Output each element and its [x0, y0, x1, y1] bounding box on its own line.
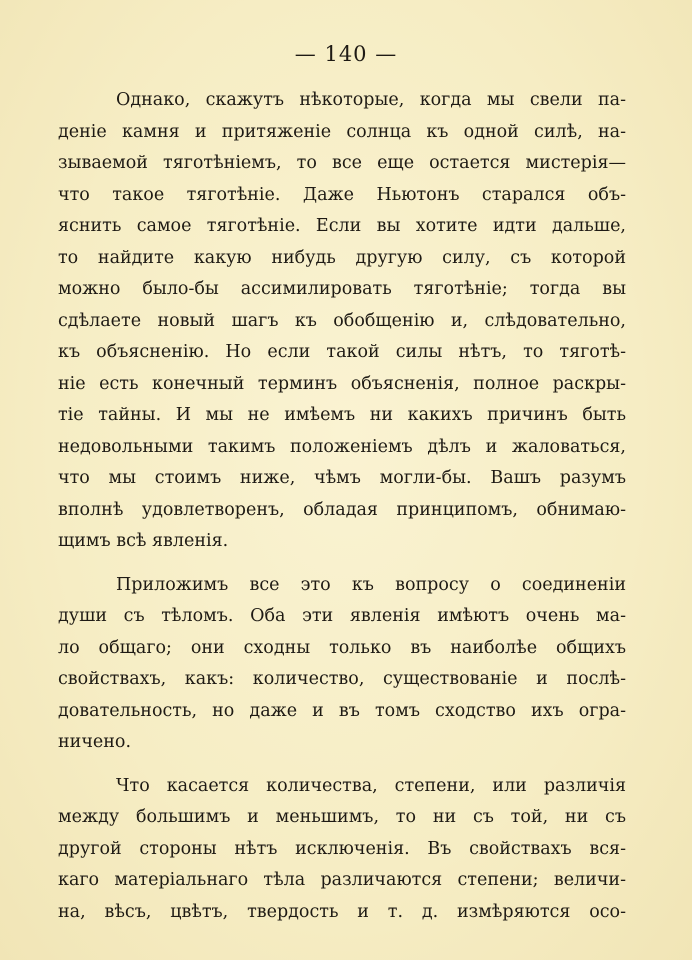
text-line: каго матеріальнаго тѣла различаются степени; величи-: [58, 870, 626, 890]
text-line: что такое тяготѣніе. Даже Ньютонъ старался объ-: [58, 184, 626, 205]
paragraph-gap: [58, 759, 626, 771]
text-line: то найдите какую нибудь другую силу, съ которой: [58, 247, 626, 268]
text-line: къ объясненію. Но если такой силы нѣтъ, то тяготѣ-: [58, 342, 626, 362]
text-line: довательность, но даже и въ томъ сходство ихъ огра-: [58, 700, 626, 721]
text-line: тіе тайны. И мы не имѣемъ ни какихъ причинъ быть: [58, 405, 626, 425]
text-line: души съ тѣломъ. Оба эти явленія имѣютъ очень ма-: [58, 606, 626, 626]
page-number: — 140 —: [294, 42, 398, 66]
text-line: свойствахъ, какъ: количество, существованіе и послѣ-: [58, 669, 626, 689]
text-line: можно было-бы ассимилировать тяготѣніе; тогда вы: [58, 279, 626, 299]
text-line: яснить самое тяготѣніе. Если вы хотите идти дальше,: [58, 216, 626, 236]
text-line: ничено.: [58, 732, 132, 752]
body-text: [58, 85, 626, 928]
text-line: зываемой тяготѣніемъ, то все еще остается мистерія—: [58, 153, 626, 173]
text-line: Что касается количества, степени, или различія: [116, 775, 626, 796]
paragraph-3: [58, 771, 626, 929]
text-line: сдѣлаете новый шагъ къ обобщенію и, слѣдовательно,: [58, 310, 626, 331]
text-line: ло общаго; они сходны только въ наиболѣе общихъ: [58, 637, 626, 658]
text-line: между большимъ и меньшимъ, то ни съ той, ни съ: [58, 807, 626, 827]
text-line: деніе камня и притяженіе солнца къ одной силѣ, на-: [58, 121, 626, 142]
paragraph-1: [58, 85, 626, 558]
text-line: ніе есть конечный терминъ объясненія, полное раскры-: [58, 373, 626, 394]
paragraph-2: [58, 570, 626, 759]
text-line: Приложимъ все это къ вопросу о соединеніи: [116, 574, 626, 595]
text-line: щимъ всѣ явленія.: [58, 531, 229, 551]
text-line: вполнѣ удовлетворенъ, обладая принципомъ, обнимаю-: [58, 499, 626, 520]
text-line: недовольными такимъ положеніемъ дѣлъ и жаловаться,: [58, 436, 626, 457]
text-line: Однако, скажутъ нѣкоторые, когда мы свели па-: [116, 90, 626, 110]
text-line: что мы стоимъ ниже, чѣмъ могли-бы. Вашъ разумъ: [58, 468, 626, 488]
text-line: на, вѣсъ, цвѣтъ, твердость и т. д. измѣряются осо-: [58, 901, 626, 922]
text-line: другой стороны нѣтъ исключенія. Въ свойствахъ вся-: [58, 838, 626, 859]
paragraph-gap: [58, 558, 626, 570]
